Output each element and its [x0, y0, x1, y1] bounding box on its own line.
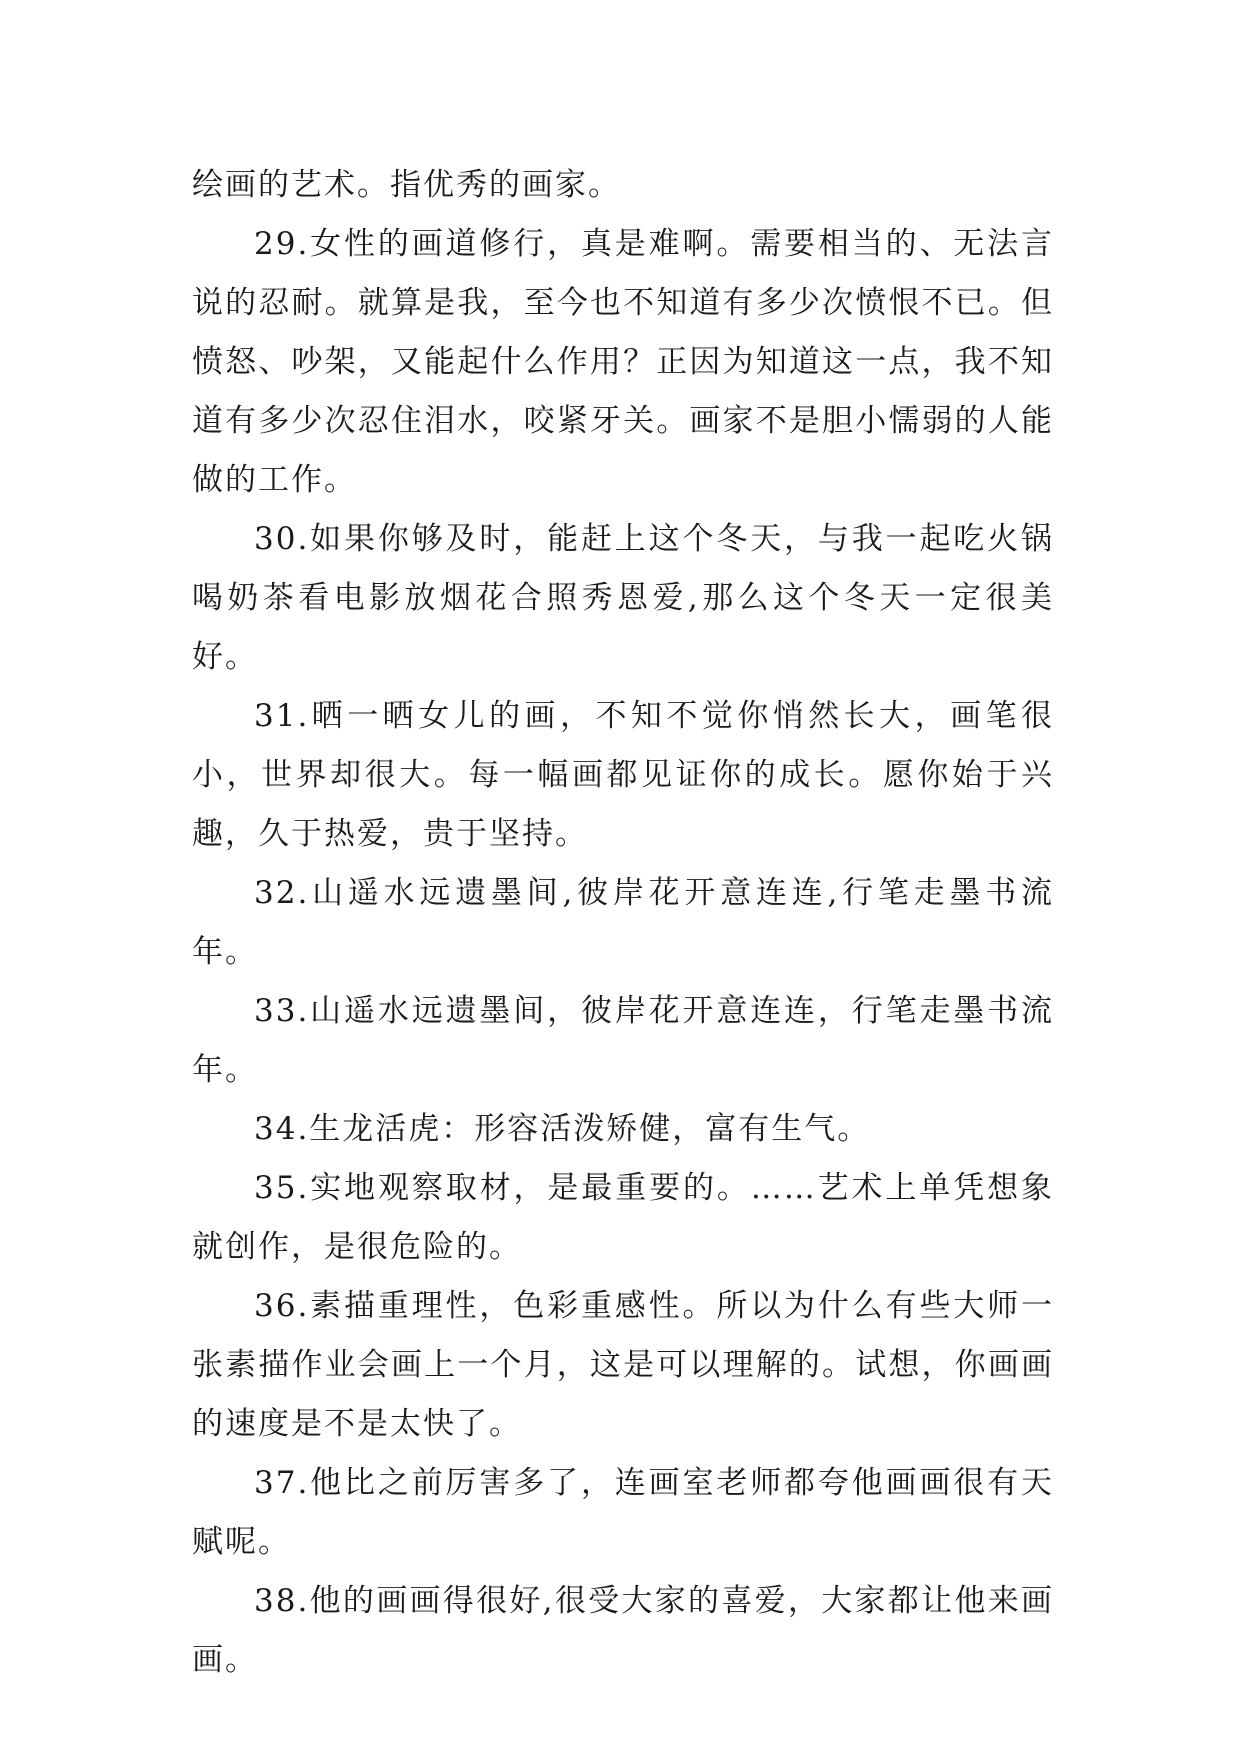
paragraph-text: 38.他的画画得很好,很受大家的喜爱，大家都让他来画画。: [192, 1583, 1054, 1678]
paragraph-item-31: [192, 687, 1054, 864]
paragraph-item-34: [192, 1100, 1054, 1159]
paragraph-text: 37.他比之前厉害多了，连画室老师都夸他画画很有天赋呢。: [192, 1465, 1054, 1560]
paragraph-item-29: [192, 215, 1054, 510]
paragraph-text: 30.如果你够及时，能赶上这个冬天，与我一起吃火锅喝奶茶看电影放烟花合照秀恩爱,那么这个冬天一定很美好。: [192, 521, 1054, 675]
paragraph-item-35: [192, 1159, 1054, 1277]
paragraph-text: 35.实地观察取材，是最重要的。……艺术上单凭想象就创作，是很危险的。: [192, 1170, 1054, 1265]
paragraph-item-32: [192, 864, 1054, 982]
paragraph-item-33: [192, 982, 1054, 1100]
paragraph-continuation: [192, 156, 1054, 215]
paragraph-text: 32.山遥水远遗墨间,彼岸花开意连连,行笔走墨书流年。: [192, 875, 1054, 970]
paragraph-item-38: [192, 1572, 1054, 1690]
paragraph-text: 33.山遥水远遗墨间，彼岸花开意连连，行笔走墨书流年。: [192, 993, 1054, 1088]
document-body: [192, 156, 1054, 1690]
paragraph-text: 36.素描重理性，色彩重感性。所以为什么有些大师一张素描作业会画上一个月，这是可以理解的。试想，你画画的速度是不是太快了。: [192, 1288, 1054, 1442]
paragraph-text: 29.女性的画道修行，真是难啊。需要相当的、无法言说的忍耐。就算是我，至今也不知道有多少次愤恨不已。但愤怒、吵架，又能起什么作用？正因为知道这一点，我不知道有多少次忍住泪水，咬紧牙关。画家不是胆小懦弱的人能做的工作。: [192, 226, 1054, 498]
paragraph-item-37: [192, 1454, 1054, 1572]
paragraph-text: 34.生龙活虎：形容活泼矫健，富有生气。: [254, 1111, 871, 1147]
paragraph-text: 31.晒一晒女儿的画，不知不觉你悄然长大，画笔很小，世界却很大。每一幅画都见证你的成长。愿你始于兴趣，久于热爱，贵于坚持。: [192, 698, 1054, 852]
paragraph-text: 绘画的艺术。指优秀的画家。: [192, 167, 621, 203]
paragraph-item-36: [192, 1277, 1054, 1454]
paragraph-item-30: [192, 510, 1054, 687]
